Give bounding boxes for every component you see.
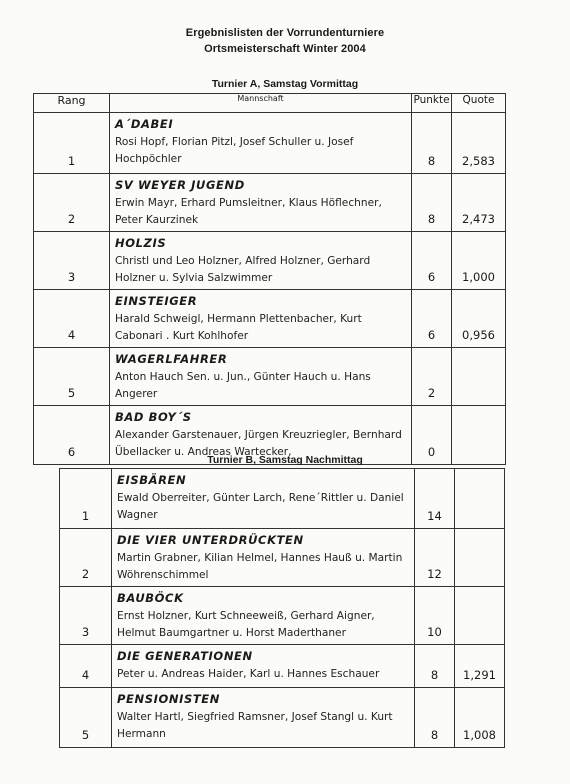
rang-cell: 6 <box>34 406 110 465</box>
rang-cell: 4 <box>34 290 110 348</box>
document-subtitle: Ortsmeisterschaft Winter 2004 <box>204 43 366 55</box>
team-name: PENSIONISTEN <box>117 692 220 706</box>
table-header-row <box>34 94 506 113</box>
team-members: Peter u. Andreas Haider, Karl u. Hannes Eschauer <box>117 668 380 680</box>
team-members: Walter Hartl, Siegfried Ramsner, Josef Stangl u. Kurt Hermann <box>117 711 393 740</box>
table-row <box>60 469 505 529</box>
punkte-cell: 0 <box>412 406 452 465</box>
rang-cell: 2 <box>60 529 112 587</box>
rang-cell: 5 <box>34 348 110 406</box>
team-members: Erwin Mayr, Erhard Pumsleitner, Klaus Höflechner, Peter Kaurzinek <box>115 197 382 226</box>
team-name: DIE VIER UNTERDRÜCKTEN <box>117 533 304 547</box>
rang-cell: 1 <box>60 469 112 529</box>
team-cell <box>110 113 412 174</box>
column-header-quote: Quote <box>452 94 506 113</box>
quote-cell <box>452 348 506 406</box>
table-row <box>60 645 505 688</box>
table-row <box>60 529 505 587</box>
punkte-cell: 10 <box>415 587 455 645</box>
team-members: Martin Grabner, Kilian Helmel, Hannes Hauß u. Martin Wöhrenschimmel <box>117 552 403 581</box>
punkte-cell: 8 <box>412 174 452 232</box>
team-cell <box>112 587 415 645</box>
team-members: Ewald Oberreiter, Günter Larch, Rene´Rittler u. Daniel Wagner <box>117 492 404 521</box>
team-members: Rosi Hopf, Florian Pitzl, Josef Schuller u. Josef Hochpöchler <box>115 136 354 165</box>
punkte-cell: 8 <box>415 688 455 748</box>
quote-cell: 2,473 <box>452 174 506 232</box>
quote-cell: 1,000 <box>452 232 506 290</box>
team-name: DIE GENERATIONEN <box>117 649 253 663</box>
tournament-a-heading: Turnier A, Samstag Vormittag <box>211 78 359 90</box>
quote-cell: 0,956 <box>452 290 506 348</box>
table-row <box>34 174 506 232</box>
table-row <box>34 113 506 174</box>
team-cell <box>110 290 412 348</box>
document-title: Ergebnislisten der Vorrundenturniere <box>185 27 385 39</box>
team-name: HOLZIS <box>115 236 167 250</box>
team-cell <box>112 688 415 748</box>
rang-cell: 1 <box>34 113 110 174</box>
team-name: BAD BOY´S <box>115 410 192 424</box>
team-cell <box>112 645 415 688</box>
tournament-b-table <box>59 468 505 748</box>
quote-cell: 2,583 <box>452 113 506 174</box>
punkte-cell: 6 <box>412 232 452 290</box>
punkte-cell: 8 <box>415 645 455 688</box>
team-name: WAGERLFAHRER <box>115 352 228 366</box>
team-name: SV WEYER JUGEND <box>115 178 245 192</box>
team-cell <box>112 529 415 587</box>
tournament-a-table <box>33 93 506 465</box>
team-name: EINSTEIGER <box>115 294 198 308</box>
quote-cell <box>455 529 505 587</box>
rang-cell: 4 <box>60 645 112 688</box>
team-members: Harald Schweigl, Hermann Plettenbacher, Kurt Cabonari . Kurt Kohlhofer <box>115 313 362 342</box>
team-cell <box>110 348 412 406</box>
punkte-cell: 8 <box>412 113 452 174</box>
team-members: Christl und Leo Holzner, Alfred Holzner, Gerhard Holzner u. Sylvia Salzwimmer <box>115 255 371 284</box>
quote-cell: 1,008 <box>455 688 505 748</box>
team-members: Anton Hauch Sen. u. Jun., Günter Hauch u. Hans Angerer <box>115 371 371 400</box>
team-name: EISBÄREN <box>117 473 187 487</box>
quote-cell: 1,291 <box>455 645 505 688</box>
table-row <box>34 348 506 406</box>
table-row <box>60 688 505 748</box>
team-name: A´DABEI <box>115 117 174 131</box>
team-cell <box>110 174 412 232</box>
tournament-b-heading: Turnier B, Samstag Nachmittag <box>207 454 363 466</box>
rang-cell: 2 <box>34 174 110 232</box>
table-row <box>60 587 505 645</box>
team-name: BAUBÖCK <box>117 591 184 605</box>
quote-cell <box>455 469 505 529</box>
table-row <box>34 290 506 348</box>
team-cell <box>110 232 412 290</box>
rang-cell: 5 <box>60 688 112 748</box>
table-row <box>34 232 506 290</box>
rang-cell: 3 <box>60 587 112 645</box>
quote-cell <box>455 587 505 645</box>
punkte-cell: 12 <box>415 529 455 587</box>
column-header-punkte: Punkte <box>412 94 452 113</box>
team-cell <box>112 469 415 529</box>
team-members: Alexander Garstenauer, Jürgen Kreuzriegler, Bernhard Übellacker u. Andreas Wartecker, <box>115 429 402 458</box>
punkte-cell: 6 <box>412 290 452 348</box>
column-header-rang: Rang <box>34 94 110 113</box>
rang-cell: 3 <box>34 232 110 290</box>
punkte-cell: 2 <box>412 348 452 406</box>
punkte-cell: 14 <box>415 469 455 529</box>
column-header-mannschaft: Mannschaft <box>110 94 412 113</box>
team-members: Ernst Holzner, Kurt Schneeweiß, Gerhard Aigner, Helmut Baumgartner u. Horst Maderthaner <box>117 610 375 639</box>
